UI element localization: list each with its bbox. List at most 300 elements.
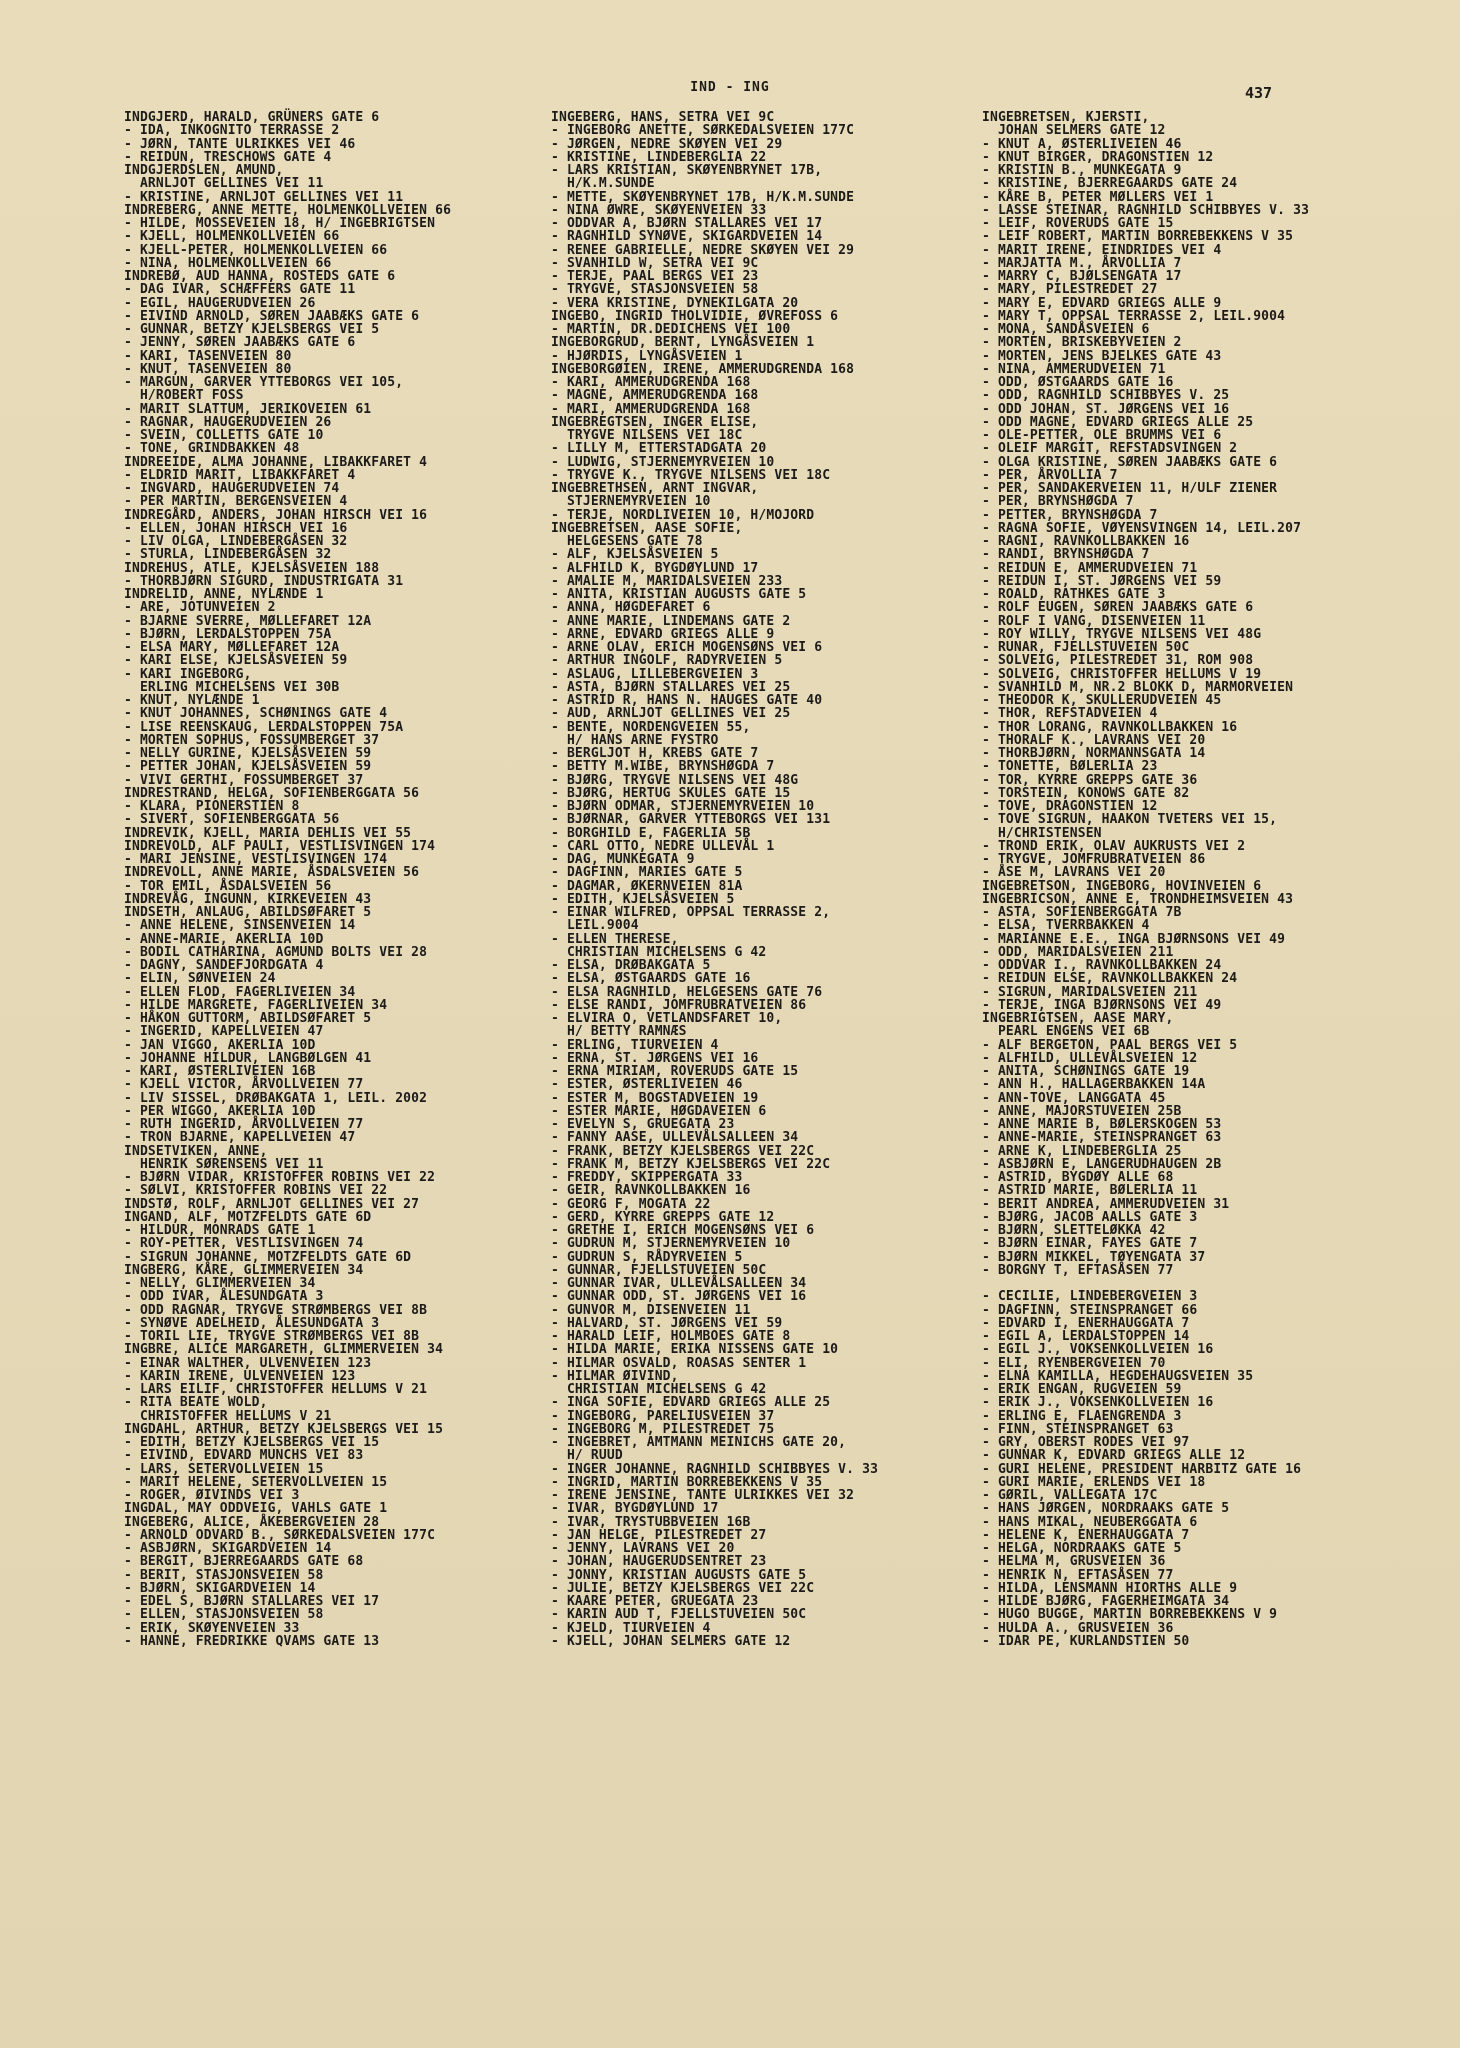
directory-entry: - ESTER M, BOGSTADVEIEN 19: [551, 1090, 759, 1106]
directory-entry: - ERLING E, FLAENGRENDA 3: [982, 1408, 1182, 1424]
directory-entry: - GUNNAR, FJELLSTUVEIEN 50C: [551, 1262, 767, 1278]
directory-entry: - LIV SISSEL, DRØBAKGATA 1, LEIL. 2002: [124, 1090, 428, 1106]
directory-entry: - TERJE, INGA BJØRNSONS VEI 49: [982, 997, 1222, 1013]
directory-entry: - BJØRG, HERTUG SKULES GATE 15: [551, 785, 791, 801]
directory-entry: - NINA, HOLMENKOLLVEIEN 66: [124, 255, 332, 271]
directory-entry: H/CHRISTENSEN: [982, 825, 1102, 841]
directory-entry: - ODD JOHAN, ST. JØRGENS VEI 16: [982, 401, 1230, 417]
directory-entry: CHRISTIAN MICHELSENS G 42: [551, 1382, 767, 1397]
directory-entry: PEARL ENGENS VEI 6B: [982, 1024, 1150, 1040]
directory-entry: - DAGMAR, ØKERNVEIEN 81A: [551, 878, 743, 894]
directory-entry: INGBRE, ALICE MARGARETH, GLIMMERVEIEN 34: [124, 1342, 444, 1358]
directory-entry: - GRY, OBERST RODES VEI 97: [982, 1435, 1190, 1450]
directory-entry: - RITA BEATE WOLD,: [124, 1395, 268, 1411]
directory-entry: - THOR, REFSTADVEIEN 4: [982, 706, 1158, 722]
directory-entry: - SYNØVE ADELHEID, ÅLESUNDGATA 3: [124, 1315, 380, 1331]
directory-entry: - ANNA, HØGDEFARET 6: [551, 600, 711, 616]
directory-entry: INDREVÅG, INGUNN, KIRKEVEIEN 43: [124, 891, 372, 907]
directory-entry: INGDAL, MAY ODDVEIG, VAHLS GATE 1: [124, 1501, 388, 1517]
directory-entry: - GUNNAR ODD, ST. JØRGENS VEI 16: [551, 1289, 807, 1305]
directory-entry: - MARY E, EDVARD GRIEGS ALLE 9: [982, 295, 1222, 311]
directory-entry: ERLING MICHELSENS VEI 30B: [124, 679, 340, 695]
directory-entry: - ELLEN FLOD, FAGERLIVEIEN 34: [124, 984, 356, 1000]
directory-entry: - BJØRN ODMAR, STJERNEMYRVEIEN 10: [551, 799, 815, 814]
directory-entry: - ROLF EUGEN, SØREN JAABÆKS GATE 6: [982, 600, 1254, 616]
directory-entry: - KRISTINE, LINDEBERGLIA 22: [551, 149, 767, 165]
directory-entry: INDREVIK, KJELL, MARIA DEHLIS VEI 55: [124, 825, 412, 841]
directory-entry: - RAGNA SOFIE, VØYENSVINGEN 14, LEIL.207: [982, 520, 1302, 536]
directory-entry: - IDAR PE, KURLANDSTIEN 50: [982, 1633, 1190, 1649]
directory-entry: - INGA SOFIE, EDVARD GRIEGS ALLE 25: [551, 1395, 831, 1411]
directory-entry: - TERJE, NORDLIVEIEN 10, H/MOJORD: [551, 507, 815, 523]
directory-entry: - ASTRID, BYGDØY ALLE 68: [982, 1170, 1174, 1185]
directory-entry: - HARALD LEIF, HOLMBOES GATE 8: [551, 1329, 791, 1344]
directory-entry: - ALFHILD K, BYGDØYLUND 17: [551, 560, 759, 576]
directory-entry: INDREHUS, ATLE, KJELSÅSVEIEN 188: [124, 560, 380, 576]
directory-entry: - CARL OTTO, NEDRE ULLEVÅL 1: [551, 838, 775, 854]
directory-entry: - GEORG F, MOGATA 22: [551, 1196, 711, 1212]
directory-entry: - HALVARD, ST. JØRGENS VEI 59: [551, 1315, 783, 1331]
directory-entry: ARNLJOT GELLINES VEI 11: [124, 176, 324, 192]
directory-entry: - EIVIND ARNOLD, SØREN JAABÆKS GATE 6: [124, 308, 420, 324]
directory-entry: - RENEE GABRIELLE, NEDRE SKØYEN VEI 29: [551, 242, 855, 258]
directory-entry: - ARNOLD ODVARD B., SØRKEDALSVEIEN 177C: [124, 1527, 436, 1543]
directory-entry: - PER MARTIN, BERGENSVEIEN 4: [124, 494, 348, 510]
directory-entry: - KNUT, TASENVEIEN 80: [124, 361, 292, 377]
directory-entry: - ERLING, TIURVEIEN 4: [551, 1037, 719, 1053]
directory-entry: - ANITA, KRISTIAN AUGUSTS GATE 5: [551, 587, 807, 602]
directory-entry: H/ BETTY RAMNÆS: [551, 1024, 687, 1040]
directory-entry: - RAGNHILD SYNØVE, SKIGARDVEIEN 14: [551, 229, 823, 245]
directory-entry: - KARI, ØSTERLIVEIEN 16B: [124, 1064, 316, 1079]
page-header: IND - ING: [690, 80, 770, 95]
directory-entry: - ROGER, ØIVINDS VEI 3: [124, 1488, 300, 1503]
directory-entry: - JENNY, SØREN JAABÆKS GATE 6: [124, 335, 356, 351]
directory-entry: - ERIK, SKØYENVEIEN 33: [124, 1620, 300, 1636]
directory-entry: - TRYGVE, STASJONSVEIEN 58: [551, 282, 759, 298]
directory-entry: - EDEL S, BJØRN STALLARES VEI 17: [124, 1594, 380, 1609]
directory-entry: - FINN, STEINSPRANGET 63: [982, 1421, 1174, 1437]
directory-entry: - ARTHUR INGOLF, RADYRVEIEN 5: [551, 653, 783, 669]
directory-entry: - KNUT BIRGER, DRAGONSTIEN 12: [982, 149, 1214, 165]
directory-entry: - ELSE RANDI, JOMFRUBRATVEIEN 86: [551, 997, 807, 1013]
directory-entry: - DAGFINN, MARIES GATE 5: [551, 865, 743, 881]
directory-entry: - ASTRID R, HANS N. HAUGES GATE 40: [551, 693, 823, 708]
directory-entry: - HANS MIKAL, NEUBERGGATA 6: [982, 1514, 1198, 1530]
directory-entry: - GØRIL, VALLEGATA 17C: [982, 1488, 1158, 1503]
directory-entry: - ASTRID MARIE, BØLERLIA 11: [982, 1183, 1198, 1199]
directory-entry: - REIDUN I, ST. JØRGENS VEI 59: [982, 573, 1222, 589]
directory-entry: - ESTER, ØSTERLIVEIEN 46: [551, 1077, 743, 1093]
directory-entry: - ALF BERGETON, PAAL BERGS VEI 5: [982, 1037, 1238, 1053]
directory-entry: INDREEIDE, ALMA JOHANNE, LIBAKKFARET 4: [124, 454, 428, 470]
directory-entry: - ELSA MARY, MØLLEFARET 12A: [124, 640, 340, 655]
directory-entry: - HELMA M, GRUSVEIEN 36: [982, 1554, 1166, 1570]
directory-entry: - METTE, SKØYENBRYNET 17B, H/K.M.SUNDE: [551, 189, 855, 205]
directory-entry: - NINA ØWRE, SKØYENVEIEN 33: [551, 202, 767, 218]
directory-entry: - SOLVEIG, CHRISTOFFER HELLUMS V 19: [982, 666, 1262, 682]
directory-entry: - ROY-PETTER, VESTLISVINGEN 74: [124, 1236, 364, 1252]
directory-entry: - ELLEN, STASJONSVEIEN 58: [124, 1607, 324, 1623]
directory-entry: - BERGLJOT H, KREBS GATE 7: [551, 746, 759, 761]
directory-entry: - AUD, ARNLJOT GELLINES VEI 25: [551, 706, 791, 722]
directory-entry: - ELSA, DRØBAKGATA 5: [551, 958, 711, 973]
directory-entry: INGEBRETSEN, KJERSTI,: [982, 110, 1150, 125]
directory-entry: - STURLA, LINDEBERGÅSEN 32: [124, 547, 332, 563]
directory-entry: - LEIF ROBERT, MARTIN BORREBEKKENS V 35: [982, 229, 1294, 245]
directory-entry: - NINA, AMMERUDVEIEN 71: [982, 361, 1166, 377]
directory-entry: - ELNA KAMILLA, HEGDEHAUGSVEIEN 35: [982, 1368, 1254, 1384]
directory-entry: - MARY T, OPPSAL TERRASSE 2, LEIL.9004: [982, 308, 1286, 324]
directory-entry: - TROND ERIK, OLAV AUKRUSTS VEI 2: [982, 838, 1246, 854]
directory-entry: - ALFHILD, ULLEVÅLSVEIEN 12: [982, 1050, 1198, 1066]
directory-entry: - KNUT JOHANNES, SCHØNINGS GATE 4: [124, 706, 388, 722]
directory-entry: INGEBORGØIEN, IRENE, AMMERUDGRENDA 168: [551, 361, 855, 377]
directory-entry: - PER, ÅRVOLLIA 7: [982, 467, 1118, 483]
directory-entry: TRYGVE NILSENS VEI 18C: [551, 428, 743, 443]
directory-entry: - JOHANNE HILDUR, LANGBØLGEN 41: [124, 1050, 372, 1066]
directory-entry: - FRANK, BETZY KJELSBERGS VEI 22C: [551, 1143, 815, 1159]
directory-entry: INGEBREGTSEN, INGER ELISE,: [551, 414, 759, 430]
directory-entry: - SIGRUN, MARIDALSVEIEN 211: [982, 984, 1198, 1000]
directory-entry: - MARIANNE E.E., INGA BJØRNSONS VEI 49: [982, 931, 1286, 947]
directory-entry: - MONA, SANDÅSVEIEN 6: [982, 322, 1150, 337]
directory-entry: - BENTE, NORDENGVEIEN 55,: [551, 719, 751, 735]
directory-entry: H/ROBERT FOSS: [124, 388, 244, 404]
directory-entry: - OLEIF MARGIT, REFSTADSVINGEN 2: [982, 441, 1238, 457]
directory-entry: - RUNAR, FJELLSTUVEIEN 50C: [982, 640, 1190, 655]
directory-entry: - TOVE SIGRUN, HAAKON TVETERS VEI 15,: [982, 812, 1278, 828]
directory-entry: JOHAN SELMERS GATE 12: [982, 123, 1166, 139]
directory-entry: INGEBRICSON, ANNE E, TRONDHEIMSVEIEN 43: [982, 891, 1294, 907]
directory-entry: - ANNE MARIE, LINDEMANS GATE 2: [551, 613, 791, 629]
directory-entry: - ODD RAGNAR, TRYGVE STRØMBERGS VEI 8B: [124, 1302, 428, 1318]
directory-entry: - ANNE, MAJORSTUVEIEN 25B: [982, 1103, 1182, 1119]
directory-entry: - MARIT IRENE, EINDRIDES VEI 4: [982, 242, 1222, 258]
directory-entry: - KARI INGEBORG,: [124, 666, 252, 682]
directory-entry: - KRISTINE, ARNLJOT GELLINES VEI 11: [124, 189, 404, 205]
directory-entry: - SVANHILD W, SETRA VEI 9C: [551, 255, 759, 271]
directory-entry: - ANNE-MARIE, STEINSPRANGET 63: [982, 1130, 1222, 1146]
directory-entry: - KARI, AMMERUDGRENDA 168: [551, 375, 751, 390]
directory-entry: - ASBJØRN E, LANGERUDHAUGEN 2B: [982, 1156, 1222, 1172]
directory-entry: - EGIL A, LERDALSTOPPEN 14: [982, 1329, 1190, 1344]
directory-entry: INDSTØ, ROLF, ARNLJOT GELLINES VEI 27: [124, 1196, 420, 1212]
directory-entry: INDRELID, ANNE, NYLÆNDE 1: [124, 587, 324, 602]
directory-entry: - HILDA MARIE, ERIKA NISSENS GATE 10: [551, 1342, 839, 1358]
directory-entry: HENRIK SØRENSENS VEI 11: [124, 1156, 324, 1172]
directory-entry: - MARJATTA M., ÅRVOLLIA 7: [982, 255, 1182, 271]
directory-entry: INGEBERG, ALICE, ÅKEBERGVEIEN 28: [124, 1514, 380, 1530]
directory-entry: - CECILIE, LINDEBERGVEIEN 3: [982, 1289, 1198, 1305]
directory-entry: - ELSA, TVERRBAKKEN 4: [982, 918, 1150, 934]
directory-entry: - EINAR WALTHER, ULVENVEIEN 123: [124, 1355, 372, 1371]
directory-entry: - MORTEN, BRISKEBYVEIEN 2: [982, 335, 1182, 351]
directory-entry: - INGER JOHANNE, RAGNHILD SCHIBBYES V. 33: [551, 1461, 879, 1477]
directory-entry: - LILLY M, ETTERSTADGATA 20: [551, 441, 767, 457]
directory-entry: STJERNEMYRVEIEN 10: [551, 494, 711, 510]
directory-entry: - BJØRN, SLETTELØKKA 42: [982, 1223, 1166, 1238]
directory-entry: - HANNE, FREDRIKKE QVAMS GATE 13: [124, 1633, 380, 1649]
directory-entry: - BORGHILD E, FAGERLIA 5B: [551, 825, 751, 841]
directory-entry: - PER, BRYNSHØGDA 7: [982, 494, 1134, 510]
column-1: [124, 111, 544, 1648]
directory-entry: INGEBO, INGRID THOLVIDIE, ØVREFOSS 6: [551, 308, 839, 324]
directory-entry: - KLARA, PIONERSTIEN 8: [124, 799, 300, 814]
directory-entry: - KARI ELSE, KJELSÅSVEIEN 59: [124, 653, 348, 669]
directory-entry: - ROALD, RATHKES GATE 3: [982, 587, 1166, 602]
directory-entry: - SVEIN, COLLETTS GATE 10: [124, 428, 324, 443]
directory-entry: - IDA, INKOGNITO TERRASSE 2: [124, 123, 340, 139]
directory-entry: - KAARE PETER, GRUEGATA 23: [551, 1594, 759, 1609]
directory-entry: - LUDWIG, STJERNEMYRVEIEN 10: [551, 454, 775, 470]
directory-entry: - REIDUN, TRESCHOWS GATE 4: [124, 149, 332, 165]
directory-entry: - BJØRN, LERDALSTOPPEN 75A: [124, 626, 332, 642]
directory-entry: - FANNY AASE, ULLEVÅLSALLEEN 34: [551, 1130, 799, 1146]
directory-entry: - INGEBORG, PARELIUSVEIEN 37: [551, 1408, 775, 1424]
directory-entry: - MARIT HELENE, SETERVOLLVEIEN 15: [124, 1474, 388, 1490]
directory-entry: - ANNE-MARIE, AKERLIA 10D: [124, 931, 324, 947]
directory-entry: - SOLVEIG, PILESTREDET 31, ROM 908: [982, 653, 1254, 669]
directory-entry: INDREVOLL, ANNE MARIE, ÅSDALSVEIEN 56: [124, 865, 420, 881]
directory-entry: - INGEBORG ANETTE, SØRKEDALSVEIEN 177C: [551, 123, 855, 139]
directory-entry: - HILDE, MOSSEVEIEN 18, H/ INGEBRIGTSEN: [124, 216, 436, 231]
directory-entry: H/K.M.SUNDE: [551, 176, 655, 192]
directory-entry: - RAGNI, RAVNKOLLBAKKEN 16: [982, 534, 1190, 549]
directory-entry: - ERNA MIRIAM, ROVERUDS GATE 15: [551, 1064, 799, 1079]
directory-entry: - BJØRN MIKKEL, TØYENGATA 37: [982, 1249, 1206, 1265]
directory-entry: - BETTY M.WIBE, BRYNSHØGDA 7: [551, 759, 775, 775]
directory-entry: - MARI, AMMERUDGRENDA 168: [551, 401, 751, 417]
directory-entry: - MARI JENSINE, VESTLISVINGEN 174: [124, 852, 388, 867]
directory-entry: - VIVI GERTHI, FOSSUMBERGET 37: [124, 772, 364, 788]
directory-entry: - BERGIT, BJERREGAARDS GATE 68: [124, 1554, 364, 1570]
directory-entry: - RAGNAR, HAUGERUDVEIEN 26: [124, 414, 332, 430]
directory-entry: INDGJERD, HARALD, GRÜNERS GATE 6: [124, 110, 380, 125]
directory-entry: - ANNE MARIE B, BØLERSKOGEN 53: [982, 1117, 1222, 1132]
directory-entry: - GURI HELENE, PRESIDENT HARBITZ GATE 16: [982, 1461, 1302, 1477]
directory-entry: - THOR LORANG, RAVNKOLLBAKKEN 16: [982, 719, 1238, 735]
directory-entry: - JENNY, LAVRANS VEI 20: [551, 1541, 735, 1556]
directory-entry: - ELLEN, JOHAN HIRSCH VEI 16: [124, 520, 348, 536]
directory-entry: - KNUT A, ØSTERLIVEIEN 46: [982, 136, 1182, 152]
directory-entry: INGEBERG, HANS, SETRA VEI 9C: [551, 110, 775, 125]
directory-entry: - ANNE HELENE, SINSENVEIEN 14: [124, 918, 356, 934]
directory-entry: - RANDI, BRYNSHØGDA 7: [982, 547, 1150, 563]
directory-entry: - GUDRUN M, STJERNEMYRVEIEN 10: [551, 1236, 791, 1252]
directory-entry: - INGVARD, HAUGERUDVEIEN 74: [124, 481, 340, 496]
directory-entry: - RUTH INGERID, ÅRVOLLVEIEN 77: [124, 1117, 364, 1132]
directory-entry: - TRYGVE, JOMFRUBRATVEIEN 86: [982, 852, 1206, 867]
directory-entry: - THORBJØRN, NORMANNSGATA 14: [982, 746, 1206, 761]
directory-entry: INDSETH, ANLAUG, ABILDSØFARET 5: [124, 905, 372, 920]
directory-entry: - ANN-TOVE, LANGGATA 45: [982, 1090, 1166, 1106]
directory-entry: - GEIR, RAVNKOLLBAKKEN 16: [551, 1183, 751, 1199]
directory-entry: - ASLAUG, LILLEBERGVEIEN 3: [551, 666, 759, 682]
directory-entry: - SVANHILD M, NR.2 BLOKK D, MARMORVEIEN: [982, 679, 1294, 695]
directory-entry: - ODDVAR A, BJØRN STALLARES VEI 17: [551, 216, 823, 231]
directory-entry: - ODD, MARIDALSVEIEN 211: [982, 944, 1174, 960]
directory-entry: LEIL.9004: [551, 918, 639, 934]
directory-entry: INDRESTRAND, HELGA, SOFIENBERGGATA 56: [124, 785, 420, 801]
directory-entry: - TOR, KYRRE GREPPS GATE 36: [982, 772, 1198, 788]
directory-entry: - DAGNY, SANDEFJORDGATA 4: [124, 958, 324, 973]
directory-entry: INGEBRETSEN, AASE SOFIE,: [551, 520, 743, 536]
directory-entry: - GRETHE I, ERICH MOGENSØNS VEI 6: [551, 1223, 815, 1238]
directory-entry: - TRON BJARNE, KAPELLVEIEN 47: [124, 1130, 356, 1146]
directory-entry: - ODD IVAR, ÅLESUNDGATA 3: [124, 1289, 324, 1305]
directory-entry: INDREBØ, AUD HANNA, ROSTEDS GATE 6: [124, 269, 396, 284]
directory-entry: - GUNNAR, BETZY KJELSBERGS VEI 5: [124, 322, 380, 337]
directory-entry: - LARS, SETERVOLLVEIEN 15: [124, 1461, 324, 1477]
directory-entry: - GERD, KYRRE GREPPS GATE 12: [551, 1209, 775, 1225]
directory-entry: - NELLY GURINE, KJELSÅSVEIEN 59: [124, 746, 372, 761]
directory-entry: - KNUT, NYLÆNDE 1: [124, 693, 260, 708]
directory-entry: - DAG, MUNKEGATA 9: [551, 852, 695, 867]
directory-entry: - HELGA, NORDRAAKS GATE 5: [982, 1541, 1182, 1556]
directory-entry: - ESTER MARIE, HØGDAVEIEN 6: [551, 1103, 767, 1119]
directory-entry: - ROY WILLY, TRYGVE NILSENS VEI 48G: [982, 626, 1262, 642]
directory-entry: - HULDA A., GRUSVEIEN 36: [982, 1620, 1174, 1636]
directory-entry: INGEBORGRUD, BERNT, LYNGÅSVEIEN 1: [551, 335, 815, 351]
directory-entry: - JOHAN, HAUGERUDSENTRET 23: [551, 1554, 767, 1570]
directory-entry: CHRISTIAN MICHELSENS G 42: [551, 944, 767, 960]
directory-entry: - ELLEN THERESE,: [551, 931, 679, 947]
directory-entry: - HJØRDIS, LYNGÅSVEIEN 1: [551, 348, 743, 364]
directory-entry: - FRANK M, BETZY KJELSBERGS VEI 22C: [551, 1156, 831, 1172]
directory-entry: - BJØRN EINAR, FAYES GATE 7: [982, 1236, 1198, 1252]
directory-entry: - ELVIRA O, VETLANDSFARET 10,: [551, 1011, 783, 1026]
directory-entry: - HANS JØRGEN, NORDRAAKS GATE 5: [982, 1501, 1230, 1517]
directory-entry: - SIVERT, SOFIENBERGGATA 56: [124, 812, 340, 828]
directory-entry: INGDAHL, ARTHUR, BETZY KJELSBERGS VEI 15: [124, 1421, 444, 1437]
directory-entry: - GUNNAR IVAR, ULLEVÅLSALLEEN 34: [551, 1276, 807, 1291]
directory-entry: - ARNE OLAV, ERICH MOGENSØNS VEI 6: [551, 640, 823, 655]
directory-entry: - KJELL, HOLMENKOLLVEIEN 66: [124, 229, 340, 245]
directory-entry: - HILMAR OSVALD, ROASAS SENTER 1: [551, 1355, 807, 1371]
directory-entry: INGEBRETSON, INGEBORG, HOVINVEIEN 6: [982, 878, 1262, 894]
directory-entry: - PER WIGGO, AKERLIA 10D: [124, 1103, 316, 1119]
directory-entry: - GURI MARIE, ERLENDS VEI 18: [982, 1474, 1206, 1490]
directory-entry: - GUNNAR K, EDVARD GRIEGS ALLE 12: [982, 1448, 1246, 1464]
directory-entry: - BJARNE SVERRE, MØLLEFARET 12A: [124, 613, 372, 629]
page-number: 437: [1245, 84, 1273, 102]
directory-entry: - SØLVI, KRISTOFFER ROBINS VEI 22: [124, 1183, 388, 1199]
directory-entry: - ELSA RAGNHILD, HELGESENS GATE 76: [551, 984, 823, 1000]
directory-entry: - JAN VIGGO, AKERLIA 10D: [124, 1037, 316, 1053]
directory-entry: - OLE-PETTER, OLE BRUMMS VEI 6: [982, 428, 1222, 443]
directory-entry: - TONETTE, BØLERLIA 23: [982, 759, 1158, 775]
directory-entry: - HILDE BJØRG, FAGERHEIMGATA 34: [982, 1594, 1230, 1609]
directory-entry: - ELIN, SØNVEIEN 24: [124, 971, 276, 987]
directory-entry: - TERJE, PAAL BERGS VEI 23: [551, 269, 759, 284]
directory-entry: - IVAR, BYGDØYLUND 17: [551, 1501, 719, 1517]
directory-entry: - TRYGVE K., TRYGVE NILSENS VEI 18C: [551, 467, 831, 483]
directory-entry: - KJELL, JOHAN SELMERS GATE 12: [551, 1633, 791, 1649]
directory-entry: - ANN H., HALLAGERBAKKEN 14A: [982, 1077, 1206, 1093]
directory-entry: - ELDRID MARIT, LIBAKKFARET 4: [124, 467, 356, 483]
directory-entry: - TOR EMIL, ÅSDALSVEIEN 56: [124, 878, 332, 894]
directory-entry: - GUNVOR M, DISENVEIEN 11: [551, 1302, 751, 1318]
directory-entry: - ANITA, SCHØNINGS GATE 19: [982, 1064, 1190, 1079]
directory-entry: - JØRGEN, NEDRE SKØYEN VEI 29: [551, 136, 783, 152]
directory-entry: - HELENE K, ENERHAUGGATA 7: [982, 1527, 1190, 1543]
directory-entry: - ELSA, ØSTGAARDS GATE 16: [551, 971, 751, 987]
directory-entry: - KJELL VICTOR, ÅRVOLLVEIEN 77: [124, 1077, 364, 1093]
directory-entry: - ASTA, BJØRN STALLARES VEI 25: [551, 679, 791, 695]
directory-entry: - AMALIE M, MARIDALSVEIEN 233: [551, 573, 783, 589]
directory-entry: - HENRIK N, EFTASÅSEN 77: [982, 1567, 1174, 1583]
directory-entry: - HILDA, LENSMANN HIORTHS ALLE 9: [982, 1580, 1238, 1596]
directory-entry: - MARRY C, BJØLSENGATA 17: [982, 269, 1182, 284]
directory-entry: INDSETVIKEN, ANNE,: [124, 1143, 268, 1159]
directory-entry: - HILMAR ØIVIND,: [551, 1368, 679, 1384]
directory-entry: - ÅSE M, LAVRANS VEI 20: [982, 865, 1166, 881]
directory-entry: - TOVE, DRAGONSTIEN 12: [982, 799, 1158, 814]
directory-entry: - KRISTINE, BJERREGAARDS GATE 24: [982, 176, 1238, 192]
directory-entry: - KARI, TASENVEIEN 80: [124, 348, 292, 364]
directory-entry: - BERIT ANDREA, AMMERUDVEIEN 31: [982, 1196, 1230, 1212]
directory-entry: - BERIT, STASJONSVEIEN 58: [124, 1567, 324, 1583]
directory-entry: - ARNE, EDVARD GRIEGS ALLE 9: [551, 626, 775, 642]
directory-entry: - ERIK ENGAN, RUGVEIEN 59: [982, 1382, 1182, 1397]
directory-entry: - IVAR, TRYSTUBBVEIEN 16B: [551, 1514, 751, 1530]
directory-entry: INDREBERG, ANNE METTE, HOLMENKOLLVEIEN 66: [124, 202, 452, 218]
directory-entry: - PETTER, BRYNSHØGDA 7: [982, 507, 1158, 523]
directory-entry: - THORALF K., LAVRANS VEI 20: [982, 732, 1206, 748]
directory-entry: - BJØRG, TRYGVE NILSENS VEI 48G: [551, 772, 799, 788]
directory-entry: - INGERID, KAPELLVEIEN 47: [124, 1024, 324, 1040]
directory-entry: H/ HANS ARNE FYSTRO: [551, 732, 719, 748]
directory-entry: - BJØRN VIDAR, KRISTOFFER ROBINS VEI 22: [124, 1170, 436, 1185]
directory-entry: - MORTEN SOPHUS, FOSSUMBERGET 37: [124, 732, 380, 748]
directory-entry: - KARIN IRENE, ULVENVEIEN 123: [124, 1368, 356, 1384]
directory-entry: INGEBRETHSEN, ARNT INGVAR,: [551, 481, 759, 496]
directory-entry: - ASBJØRN, SKIGARDVEIEN 14: [124, 1541, 332, 1556]
directory-entry: INGAND, ALF, MOTZFELDTS GATE 6D: [124, 1209, 372, 1225]
directory-entry: - SIGRUN JOHANNE, MOTZFELDTS GATE 6D: [124, 1249, 412, 1265]
directory-entry: - ODD MAGNE, EDVARD GRIEGS ALLE 25: [982, 414, 1254, 430]
directory-entry: - JONNY, KRISTIAN AUGUSTS GATE 5: [551, 1567, 807, 1583]
directory-entry: - KJELL-PETER, HOLMENKOLLVEIEN 66: [124, 242, 388, 258]
directory-entry: - ARNE K, LINDEBERGLIA 25: [982, 1143, 1182, 1159]
directory-entry: - OLGA KRISTINE, SØREN JAABÆKS GATE 6: [982, 454, 1278, 470]
directory-entry: - KRISTIN B., MUNKEGATA 9: [982, 163, 1182, 178]
directory-entry: - BJØRN, SKIGARDVEIEN 14: [124, 1580, 316, 1596]
directory-entry: - HILDE MARGRETE, FAGERLIVEIEN 34: [124, 997, 388, 1013]
directory-entry: - ROLF I VANG, DISENVEIEN 11: [982, 613, 1206, 629]
directory-entry: H/ RUUD: [551, 1448, 623, 1464]
directory-entry: - INGEBORG M, PILESTREDET 75: [551, 1421, 775, 1437]
directory-entry: - MARY, PILESTREDET 27: [982, 282, 1158, 298]
directory-entry: - INGEBRET, AMTMANN MEINICHS GATE 20,: [551, 1435, 847, 1450]
directory-entry: - TORSTEIN, KONOWS GATE 82: [982, 785, 1190, 801]
directory-entry: - TONE, GRINDBAKKEN 48: [124, 441, 300, 457]
directory-entry: - REIDUN E, AMMERUDVEIEN 71: [982, 560, 1198, 576]
directory-entry: - GUDRUN S, RÅDYRVEIEN 5: [551, 1249, 743, 1265]
directory-entry: - BJØRNAR, GARVER YTTEBORGS VEI 131: [551, 812, 831, 828]
directory-entry: - BJØRG, JACOB AALLS GATE 3: [982, 1209, 1198, 1225]
directory-entry: - ODD, ØSTGAARDS GATE 16: [982, 375, 1174, 390]
directory-entry: - DAGFINN, STEINSPRANGET 66: [982, 1302, 1198, 1318]
directory-entry: - LISE REENSKAUG, LERDALSTOPPEN 75A: [124, 719, 404, 735]
directory-entry: - EINAR WILFRED, OPPSAL TERRASSE 2,: [551, 905, 831, 920]
directory-entry: - JØRN, TANTE ULRIKKES VEI 46: [124, 136, 356, 152]
directory-entry: - EDITH, KJELSÅSVEIEN 5: [551, 891, 735, 907]
directory-entry: - FREDDY, SKIPPERGATA 33: [551, 1170, 743, 1185]
directory-entry: - EDVARD I, ENERHAUGGATA 7: [982, 1315, 1190, 1331]
directory-entry: - INGRID, MARTIN BORREBEKKENS V 35: [551, 1474, 823, 1490]
